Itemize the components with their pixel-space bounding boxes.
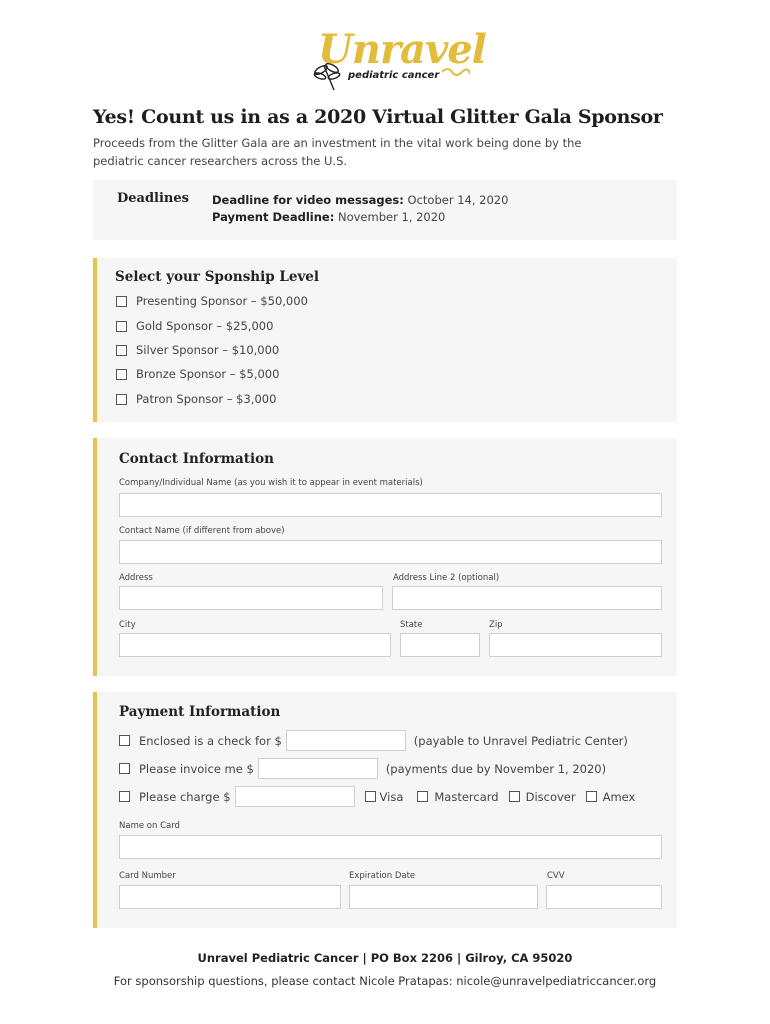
option-label: Presenting Sponsor – $50,000 [136, 294, 308, 308]
expiration-date-label: Expiration Date [349, 871, 416, 881]
checkbox[interactable] [116, 321, 127, 332]
charge-amount-input[interactable] [235, 786, 355, 807]
address-line-2-input[interactable] [392, 586, 662, 610]
cvv-input[interactable] [546, 885, 662, 909]
invoice-amount-input[interactable] [258, 758, 378, 779]
charge-row [119, 786, 635, 807]
payment-information-title: Payment Information [119, 704, 281, 720]
address-label: Address [119, 573, 153, 583]
option-label: Patron Sponsor – $3,000 [136, 392, 277, 406]
check-payment-row [119, 730, 628, 751]
checkbox[interactable] [116, 345, 127, 356]
contact-information-title: Contact Information [119, 451, 274, 467]
address-line-2-label: Address Line 2 (optional) [393, 573, 500, 583]
intro-text: Proceeds from the Glitter Gala are an investment in the vital work being done by the pediatric cancer researchers across the U.S. [93, 136, 582, 168]
zip-label: Zip [489, 620, 503, 630]
option-gold-sponsor[interactable] [116, 319, 273, 333]
deadlines-label: Deadlines [117, 191, 189, 206]
discover-checkbox[interactable] [509, 791, 520, 802]
payment-deadline-value: November 1, 2020 [334, 210, 446, 224]
check-amount-input[interactable] [286, 730, 406, 751]
expiration-date-input[interactable] [349, 885, 538, 909]
checkbox[interactable] [116, 394, 127, 405]
visa-label: Visa [379, 789, 404, 804]
name-on-card-input[interactable] [119, 835, 662, 859]
option-label: Gold Sponsor – $25,000 [136, 319, 274, 333]
logo-subtitle: pediatric cancer [348, 70, 440, 81]
card-number-label: Card Number [119, 871, 176, 881]
video-deadline-value: October 14, 2020 [403, 193, 509, 207]
invoice-checkbox[interactable] [119, 763, 130, 774]
visa-checkbox[interactable] [365, 791, 376, 802]
city-label: City [119, 620, 136, 630]
discover-label: Discover [525, 789, 576, 804]
footer-contact: For sponsorship questions, please contact Nicole Pratapas: nicole@unravelpediatriccancer.org [113, 974, 657, 988]
checkbox[interactable] [116, 296, 127, 307]
contact-name-label: Contact Name (if different from above) [119, 526, 285, 536]
amex-label: Amex [602, 789, 636, 804]
invoice-label: Please invoice me $ [139, 761, 254, 776]
sponsorship-level-title: Select your Sponship Level [115, 269, 320, 285]
company-name-label: Company/Individual Name (as you wish it to appear in event materials) [119, 478, 423, 488]
option-patron-sponsor[interactable] [116, 392, 276, 406]
invoice-note: (payments due by November 1, 2020) [385, 761, 607, 776]
deadlines-panel [93, 180, 677, 240]
mastercard-checkbox[interactable] [417, 791, 428, 802]
payment-deadline [212, 209, 508, 226]
name-on-card-label: Name on Card [119, 821, 180, 831]
payment-deadline-label: Payment Deadline: [212, 210, 335, 224]
checkbox[interactable] [116, 369, 127, 380]
check-payment-note: (payable to Unravel Pediatric Center) [413, 733, 628, 748]
option-bronze-sponsor[interactable] [116, 367, 279, 381]
cvv-label: CVV [547, 871, 565, 881]
charge-label: Please charge $ [139, 789, 231, 804]
contact-information-panel [93, 438, 677, 676]
video-deadline [212, 192, 508, 209]
unravel-logo [310, 22, 486, 94]
zip-input[interactable] [489, 633, 662, 657]
address-input[interactable] [119, 586, 383, 610]
logo-wordmark: Unravel [318, 26, 486, 73]
state-input[interactable] [400, 633, 480, 657]
option-silver-sponsor[interactable] [116, 343, 279, 357]
invoice-row [119, 758, 606, 779]
sponsorship-level-panel [93, 258, 677, 422]
check-payment-checkbox[interactable] [119, 735, 130, 746]
amex-checkbox[interactable] [586, 791, 597, 802]
option-presenting-sponsor[interactable] [116, 294, 308, 308]
payment-information-panel [93, 692, 677, 928]
state-label: State [400, 620, 423, 630]
card-number-input[interactable] [119, 885, 341, 909]
charge-checkbox[interactable] [119, 791, 130, 802]
mastercard-label: Mastercard [434, 789, 499, 804]
option-label: Silver Sponsor – $10,000 [136, 343, 280, 357]
footer-address: Unravel Pediatric Cancer | PO Box 2206 | Gilroy, CA 95020 [197, 951, 573, 965]
city-input[interactable] [119, 633, 391, 657]
option-label: Bronze Sponsor – $5,000 [136, 367, 280, 381]
page-title: Yes! Count us in as a 2020 Virtual Glitter Gala Sponsor [93, 106, 663, 128]
video-deadline-label: Deadline for video messages: [212, 193, 404, 207]
company-name-input[interactable] [119, 493, 662, 517]
contact-name-input[interactable] [119, 540, 662, 564]
deadlines-list [212, 192, 508, 226]
check-payment-label: Enclosed is a check for $ [139, 733, 282, 748]
